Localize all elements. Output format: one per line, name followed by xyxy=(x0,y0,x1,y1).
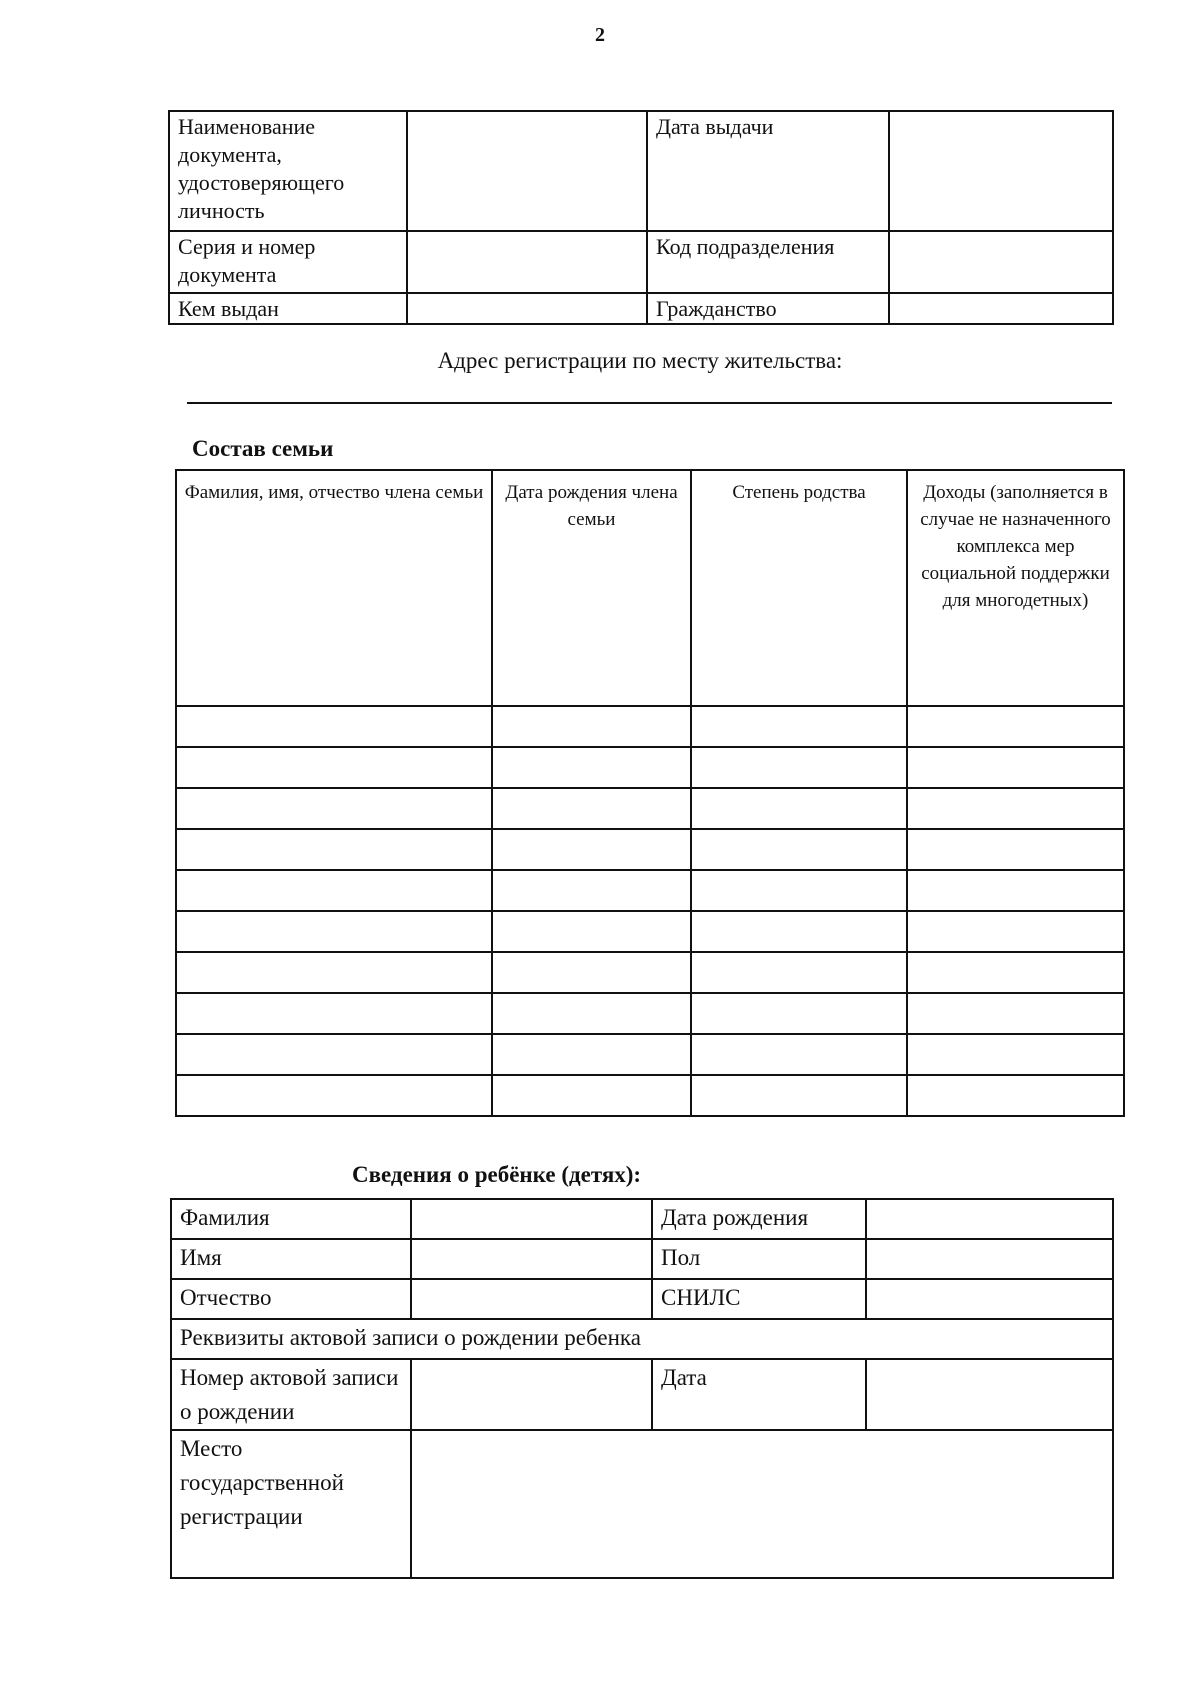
family-row xyxy=(176,706,1124,747)
child-title: Сведения о ребёнке (детях): xyxy=(352,1162,642,1187)
family-cell[interactable] xyxy=(691,747,907,788)
snils-label: СНИЛС xyxy=(652,1279,866,1319)
issued-by-field[interactable] xyxy=(407,293,647,324)
family-cell[interactable] xyxy=(176,829,492,870)
family-row xyxy=(176,870,1124,911)
family-cell[interactable] xyxy=(176,706,492,747)
family-cell[interactable] xyxy=(691,911,907,952)
family-cell[interactable] xyxy=(176,1075,492,1116)
family-cell[interactable] xyxy=(176,870,492,911)
series-number-label: Серия и номер документа xyxy=(169,231,407,293)
record-date-label: Дата xyxy=(652,1359,866,1430)
sex-field[interactable] xyxy=(866,1239,1113,1279)
family-row xyxy=(176,1034,1124,1075)
birth-record-title: Реквизиты актовой записи о рождении ребенка xyxy=(171,1319,1113,1359)
family-cell[interactable] xyxy=(691,1034,907,1075)
birth-date-field[interactable] xyxy=(866,1199,1113,1239)
family-cell[interactable] xyxy=(492,747,691,788)
page-number: 2 xyxy=(595,24,605,46)
citizenship-field[interactable] xyxy=(889,293,1113,324)
family-cell[interactable] xyxy=(907,1075,1124,1116)
record-date-field[interactable] xyxy=(866,1359,1113,1430)
child-info-table xyxy=(170,1198,1114,1579)
family-cell[interactable] xyxy=(691,706,907,747)
identity-document-table xyxy=(168,110,1114,325)
family-cell[interactable] xyxy=(176,747,492,788)
citizenship-label: Гражданство xyxy=(647,293,889,324)
issue-date-label: Дата выдачи xyxy=(647,111,889,231)
family-title: Состав семьи xyxy=(192,436,334,461)
doc-name-field[interactable] xyxy=(407,111,647,231)
family-cell[interactable] xyxy=(492,952,691,993)
record-number-field[interactable] xyxy=(411,1359,652,1430)
patronymic-field[interactable] xyxy=(411,1279,652,1319)
record-number-label: Номер актовой записи о рождении xyxy=(171,1359,411,1430)
registration-place-label: Место государственной регистрации xyxy=(171,1430,411,1578)
patronymic-label: Отчество xyxy=(171,1279,411,1319)
family-cell[interactable] xyxy=(492,1034,691,1075)
family-cell[interactable] xyxy=(492,788,691,829)
name-field[interactable] xyxy=(411,1239,652,1279)
family-cell[interactable] xyxy=(907,993,1124,1034)
family-cell[interactable] xyxy=(492,706,691,747)
family-row xyxy=(176,788,1124,829)
family-row xyxy=(176,747,1124,788)
family-cell[interactable] xyxy=(492,993,691,1034)
family-cell[interactable] xyxy=(907,788,1124,829)
family-cell[interactable] xyxy=(176,911,492,952)
division-code-label: Код подразделения xyxy=(647,231,889,293)
family-row xyxy=(176,993,1124,1034)
family-cell[interactable] xyxy=(691,870,907,911)
family-cell[interactable] xyxy=(907,952,1124,993)
surname-field[interactable] xyxy=(411,1199,652,1239)
family-col-birth-date: Дата рождения члена семьи xyxy=(492,470,691,706)
family-cell[interactable] xyxy=(907,911,1124,952)
family-cell[interactable] xyxy=(907,1034,1124,1075)
family-cell[interactable] xyxy=(907,829,1124,870)
family-row xyxy=(176,1075,1124,1116)
family-cell[interactable] xyxy=(691,829,907,870)
issue-date-field[interactable] xyxy=(889,111,1113,231)
family-cell[interactable] xyxy=(492,1075,691,1116)
family-row xyxy=(176,952,1124,993)
registration-place-field[interactable] xyxy=(411,1430,1113,1578)
family-row xyxy=(176,829,1124,870)
family-cell[interactable] xyxy=(907,706,1124,747)
name-label: Имя xyxy=(171,1239,411,1279)
address-title: Адрес регистрации по месту жительства: xyxy=(437,348,843,373)
family-cell[interactable] xyxy=(176,952,492,993)
family-col-relation: Степень родства xyxy=(691,470,907,706)
family-cell[interactable] xyxy=(907,747,1124,788)
family-col-name: Фамилия, имя, отчество члена семьи xyxy=(176,470,492,706)
family-col-income: Доходы (заполняется в случае не назначенного комплекса мер социальной поддержки для многодетных) xyxy=(907,470,1124,706)
family-cell[interactable] xyxy=(691,788,907,829)
address-input-line[interactable] xyxy=(187,402,1112,404)
division-code-field[interactable] xyxy=(889,231,1113,293)
family-cell[interactable] xyxy=(492,870,691,911)
family-cell[interactable] xyxy=(492,829,691,870)
snils-field[interactable] xyxy=(866,1279,1113,1319)
family-cell[interactable] xyxy=(176,993,492,1034)
family-cell[interactable] xyxy=(691,952,907,993)
family-cell[interactable] xyxy=(907,870,1124,911)
birth-date-label: Дата рождения xyxy=(652,1199,866,1239)
doc-name-label: Наименование документа, удостоверяющего личность xyxy=(169,111,407,231)
series-number-field[interactable] xyxy=(407,231,647,293)
family-cell[interactable] xyxy=(176,788,492,829)
family-cell[interactable] xyxy=(492,911,691,952)
surname-label: Фамилия xyxy=(171,1199,411,1239)
issued-by-label: Кем выдан xyxy=(169,293,407,324)
family-cell[interactable] xyxy=(691,1075,907,1116)
family-table xyxy=(175,469,1125,1117)
family-cell[interactable] xyxy=(691,993,907,1034)
sex-label: Пол xyxy=(652,1239,866,1279)
family-cell[interactable] xyxy=(176,1034,492,1075)
family-row xyxy=(176,911,1124,952)
